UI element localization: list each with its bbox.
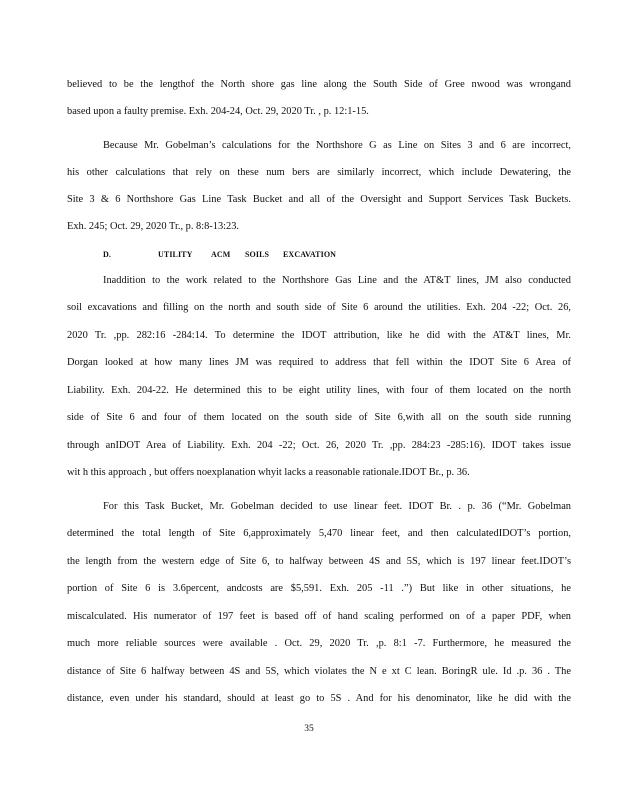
- paragraph-3-line-1: Inaddition to the work related to the Northshore Gas Line and the AT&T lines, JM also conducted: [103, 275, 571, 286]
- page-number: 35: [304, 724, 314, 734]
- paragraph-3-line-6: side of Site 6 and four of them located on the south side of Site 6,with all on the south side running: [67, 412, 571, 423]
- paragraph-3-line-4: Dorgan looked at how many lines JM was required to address that fell within the IDOT Site 6 Area of: [67, 357, 571, 368]
- paragraph-4-line-8: distance, even under his standard, should at least go to 5S . And for his denominator, like he did with the: [67, 693, 571, 704]
- paragraph-3-line-5: Liability. Exh. 204-22. He determined this to be eight utility lines, with four of them located on the north: [67, 385, 571, 396]
- paragraph-4-line-6: much more reliable sources were available . Oct. 29, 2020 Tr. ,p. 8:1 -7. Furthermore, he measured the: [67, 638, 571, 649]
- section-word-utility: UTILITY: [158, 250, 193, 259]
- paragraph-4-line-2: determined the total length of Site 6,approximately 5,470 linear feet, and then calculatedIDOT’s portion,: [67, 528, 571, 539]
- paragraph-4-line-7: distance of Site 6 halfway between 4S and 5S, which violates the N e xt C lean. BoringR ule. Id .p. 36 . The: [67, 666, 571, 677]
- paragraph-2-line-4: Exh. 245; Oct. 29, 2020 Tr., p. 8:8-13:23.: [67, 221, 240, 232]
- section-word-excavation: EXCAVATION: [283, 250, 337, 259]
- paragraph-2-line-2: his other calculations that rely on these num bers are similarly incorrect, which include Dewatering, the: [67, 167, 571, 178]
- section-word-soils: SOILS: [245, 250, 270, 259]
- paragraph-4-line-3: the length from the western edge of Site 6, to halfway between 4S and 5S, which is 197 linear feet.IDOT’s: [67, 556, 571, 567]
- paragraph-4-line-5: miscalculated. His numerator of 197 feet is based off of hand scaling performed on of a paper PDF, when: [67, 611, 571, 622]
- paragraph-3-line-2: soil excavations and filling on the north and south side of Site 6 around the utilities. Exh. 204 -22; Oct. 26,: [67, 302, 571, 313]
- paragraph-1-line-2: based upon a faulty premise. Exh. 204-24, Oct. 29, 2020 Tr. , p. 12:1-15.: [67, 106, 369, 117]
- paragraph-4-line-4: portion of Site 6 is 3.6percent, andcosts are $5,591. Exh. 205 -11 .”) But like in other situations, he: [67, 583, 571, 594]
- section-letter: D.: [103, 250, 111, 259]
- paragraph-4-line-1: For this Task Bucket, Mr. Gobelman decided to use linear feet. IDOT Br. . p. 36 (“Mr. Gobelman: [103, 501, 571, 512]
- paragraph-3-line-7: through anIDOT Area of Liability. Exh. 204 -22; Oct. 26, 2020 Tr. ,pp. 284:23 -285:16). IDOT takes issue: [67, 440, 571, 451]
- paragraph-3-line-8: wit h this approach , but offers noexplanation whyit lacks a reasonable rationale.IDOT Br., p. 36.: [67, 467, 470, 478]
- paragraph-1-line-1: believed to be the lengthof the North shore gas line along the South Side of Gree nwood was wrongand: [67, 79, 571, 90]
- section-word-acm: ACM: [211, 250, 231, 259]
- section-heading: [103, 249, 336, 261]
- paragraph-2-line-3: Site 3 & 6 Northshore Gas Line Task Bucket and all of the Oversight and Support Services Task Buckets.: [67, 194, 571, 205]
- paragraph-2-line-1: Because Mr. Gobelman’s calculations for the Northshore G as Line on Sites 3 and 6 are incorrect,: [103, 140, 571, 151]
- paragraph-3-line-3: 2020 Tr. ,pp. 282:16 -284:14. To determine the IDOT attribution, like he did with the AT&T lines, Mr.: [67, 330, 571, 341]
